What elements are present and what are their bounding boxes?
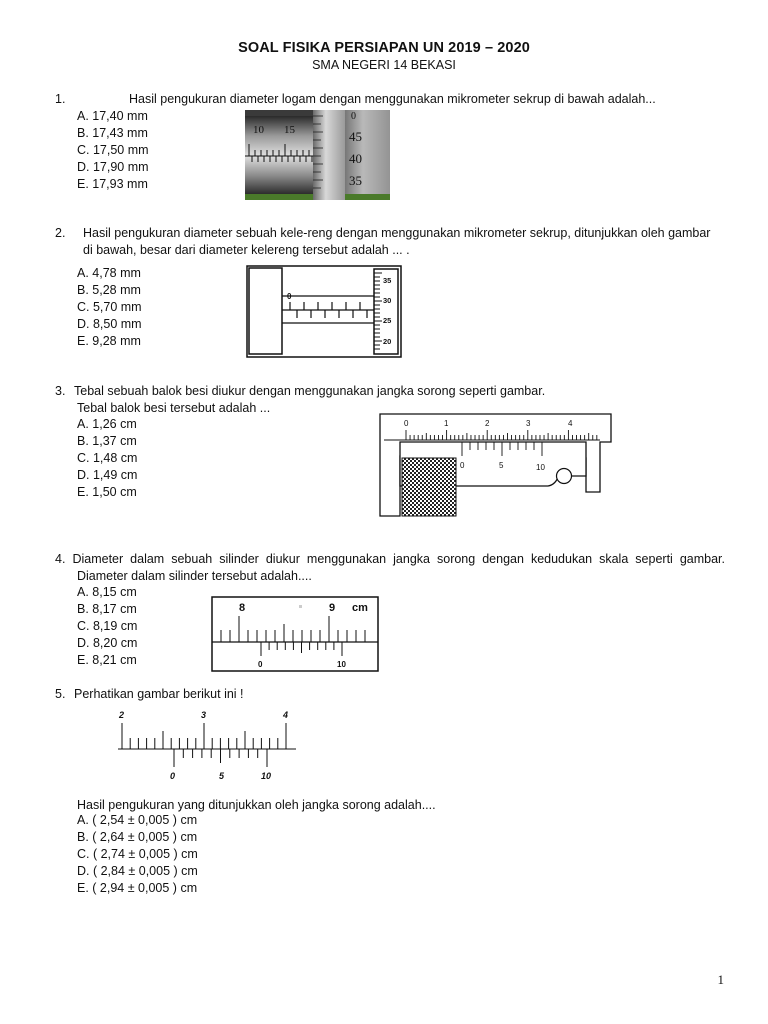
q1-thimble-label-0: 0 xyxy=(351,111,356,122)
question-1-option-d[interactable]: D. 17,90 mm xyxy=(77,160,149,174)
q4-main-label-9: 9 xyxy=(329,602,336,614)
question-4-option-e[interactable]: E. 8,21 cm xyxy=(77,653,137,667)
q5-vernier-label-10: 10 xyxy=(261,771,272,781)
q3-main-label-1: 1 xyxy=(444,419,449,428)
question-4-number: 4. xyxy=(55,552,66,566)
q2-thimble-label-20: 20 xyxy=(383,337,392,346)
question-5-option-a[interactable]: A. ( 2,54 ± 0,005 ) cm xyxy=(77,813,198,827)
question-1-options xyxy=(77,108,149,193)
q2-thimble-label-25: 25 xyxy=(383,316,392,325)
question-1-text: Hasil pengukuran diameter logam dengan menggunakan mikrometer sekrup di bawah adalah... xyxy=(129,92,656,106)
question-1-option-a[interactable]: A. 17,40 mm xyxy=(77,109,148,123)
q1-thimble-label-35: 35 xyxy=(349,173,362,188)
question-2-option-a[interactable]: A. 4,78 mm xyxy=(77,266,141,280)
question-4-option-d[interactable]: D. 8,20 cm xyxy=(77,636,138,650)
question-2-number: 2. xyxy=(55,226,66,240)
question-2-option-c[interactable]: C. 5,70 mm xyxy=(77,300,142,314)
q5-vernier-label-5: 5 xyxy=(219,771,225,781)
question-2-option-b[interactable]: B. 5,28 mm xyxy=(77,283,141,297)
question-3-option-a[interactable]: A. 1,26 cm xyxy=(77,417,137,431)
question-5-text: Perhatikan gambar berikut ini ! xyxy=(74,687,244,701)
vernier-scale-figure xyxy=(112,706,300,784)
question-2-text-line2: di bawah, besar dari diameter kelereng tersebut adalah ... . xyxy=(83,243,410,257)
q5-vernier-label-0: 0 xyxy=(170,771,176,781)
question-2-options xyxy=(77,265,142,350)
q4-vernier-label-10: 10 xyxy=(337,660,346,669)
question-3-text: Tebal sebuah balok besi diukur dengan menggunakan jangka sorong seperti gambar. xyxy=(74,384,546,398)
q5-main-scale-ticks xyxy=(122,723,286,749)
question-5-text-line2: Hasil pengukuran yang ditunjukkan oleh jangka sorong adalah.... xyxy=(77,798,436,812)
q5-main-label-3: 3 xyxy=(201,710,207,720)
question-5-options xyxy=(77,812,198,897)
question-3-text-line2: Tebal balok besi tersebut adalah ... xyxy=(77,401,271,415)
question-5-option-c[interactable]: C. ( 2,74 ± 0,005 ) cm xyxy=(77,847,198,861)
question-2-text: Hasil pengukuran diameter sebuah kele-reng dengan menggunakan mikrometer sekrup, ditunjukkan oleh gambar xyxy=(83,226,711,240)
question-4-text: Diameter dalam sebuah silinder diukur menggunakan jangka sorong dengan kedudukan skala seperti gambar. xyxy=(72,552,725,566)
q2-main-label-0: 0 xyxy=(287,292,292,301)
question-4-text-line2: Diameter dalam silinder tersebut adalah.... xyxy=(77,569,312,583)
q3-vernier-label-0: 0 xyxy=(460,461,465,470)
q1-thimble-label-40: 40 xyxy=(349,151,362,166)
q4-vernier-label-0: 0 xyxy=(258,660,263,669)
page-title: SOAL FISIKA PERSIAPAN UN 2019 – 2020 xyxy=(238,40,530,56)
question-3-option-b[interactable]: B. 1,37 cm xyxy=(77,434,137,448)
question-4-option-c[interactable]: C. 8,19 cm xyxy=(77,619,138,633)
question-4-option-a[interactable]: A. 8,15 cm xyxy=(77,585,137,599)
q3-main-label-3: 3 xyxy=(526,419,531,428)
question-5-number: 5. xyxy=(55,687,66,701)
question-3-option-c[interactable]: C. 1,48 cm xyxy=(77,451,138,465)
question-1-option-b[interactable]: B. 17,43 mm xyxy=(77,126,148,140)
question-4-text-row xyxy=(55,551,725,568)
q3-main-label-4: 4 xyxy=(568,419,573,428)
q2-thimble-label-35: 35 xyxy=(383,276,392,285)
q5-main-label-2: 2 xyxy=(119,710,125,720)
question-3-options xyxy=(77,416,137,501)
q4-main-label-8: 8 xyxy=(239,602,246,614)
iron-block xyxy=(402,458,456,516)
q3-main-label-0: 0 xyxy=(404,419,409,428)
q1-main-label-10: 10 xyxy=(253,124,264,136)
question-3-option-d[interactable]: D. 1,49 cm xyxy=(77,468,138,482)
question-5-option-e[interactable]: E. ( 2,94 ± 0,005 ) cm xyxy=(77,881,198,895)
question-4-options xyxy=(77,584,137,669)
page-number: 1 xyxy=(717,972,724,987)
question-5-option-b[interactable]: B. ( 2,64 ± 0,005 ) cm xyxy=(77,830,198,844)
caliper-scale-figure xyxy=(211,596,379,672)
q1-main-label-15: 15 xyxy=(284,124,295,136)
q5-main-label-4: 4 xyxy=(283,710,289,720)
q4-unit-label: cm xyxy=(352,602,368,614)
question-2-option-e[interactable]: E. 9,28 mm xyxy=(77,334,141,348)
page-subtitle: SMA NEGERI 14 BEKASI xyxy=(312,58,456,72)
question-1-number: 1. xyxy=(55,92,66,106)
q5-vernier-ticks xyxy=(174,749,267,767)
question-4-option-b[interactable]: B. 8,17 cm xyxy=(77,602,137,616)
q3-main-label-2: 2 xyxy=(485,419,490,428)
micrometer-photo-figure xyxy=(245,110,390,200)
q2-thimble-label-30: 30 xyxy=(383,296,392,305)
micrometer-diagram-figure xyxy=(246,265,402,358)
question-3-number: 3. xyxy=(55,384,66,398)
caliper-block-figure xyxy=(378,412,614,518)
q3-vernier-label-10: 10 xyxy=(536,463,545,472)
question-2-option-d[interactable]: D. 8,50 mm xyxy=(77,317,142,331)
q3-vernier-label-5: 5 xyxy=(499,461,504,470)
question-1-option-e[interactable]: E. 17,93 mm xyxy=(77,177,148,191)
question-3-option-e[interactable]: E. 1,50 cm xyxy=(77,485,137,499)
question-1-option-c[interactable]: C. 17,50 mm xyxy=(77,143,149,157)
q1-thimble-label-45: 45 xyxy=(349,129,362,144)
question-5-option-d[interactable]: D. ( 2,84 ± 0,005 ) cm xyxy=(77,864,198,878)
